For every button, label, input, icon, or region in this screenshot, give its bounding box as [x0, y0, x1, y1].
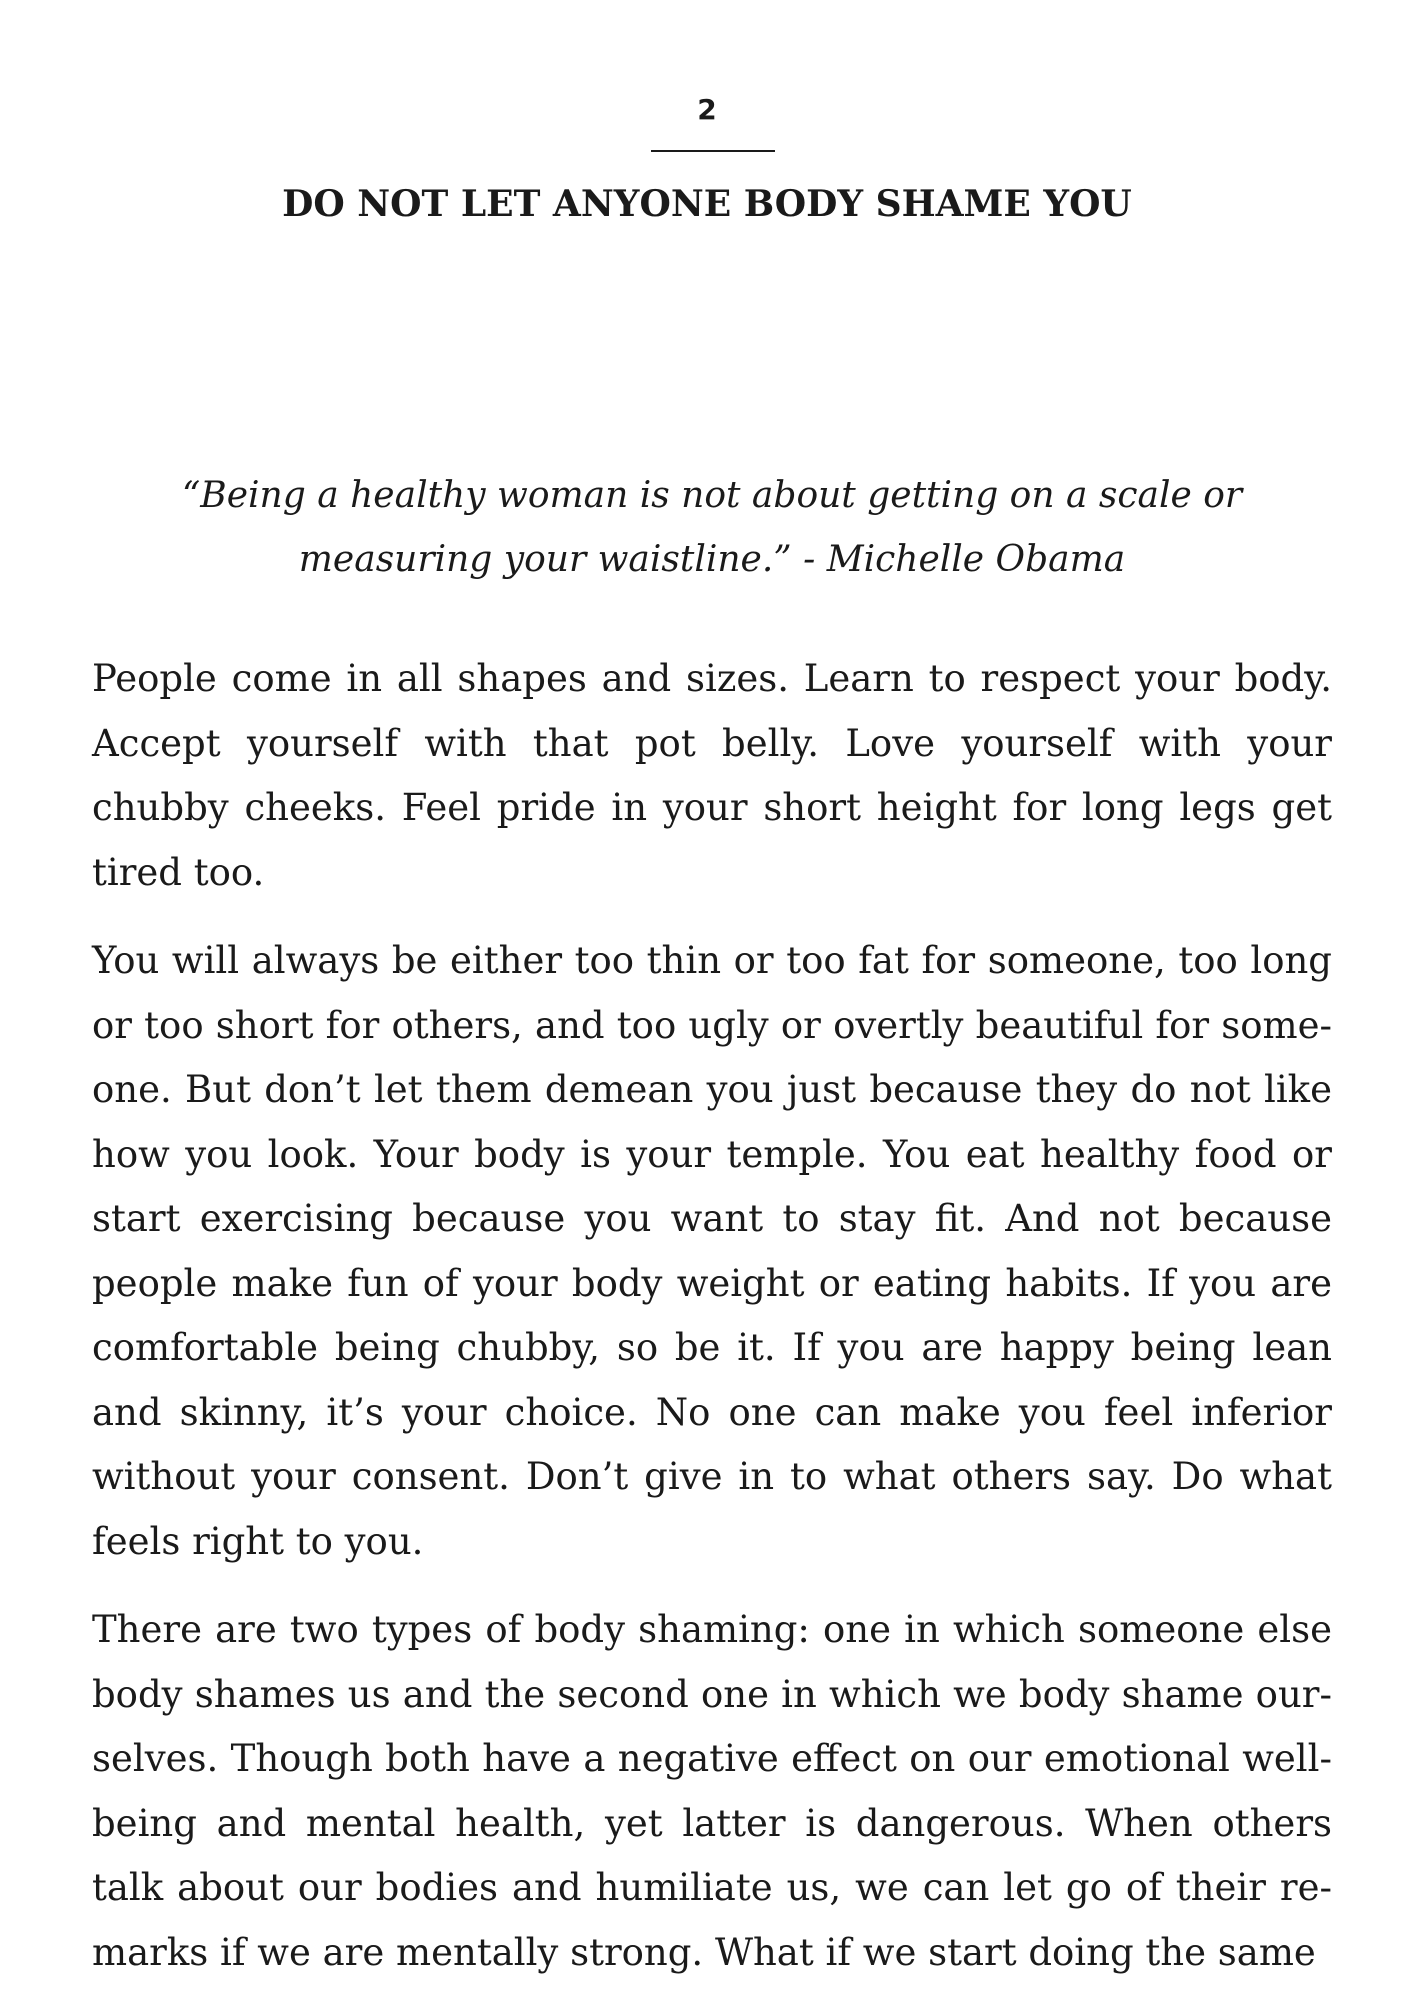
body-text	[92, 647, 1332, 2009]
chapter-divider	[651, 150, 775, 152]
paragraph: People come in all shapes and sizes. Learn to respect your body. Accept yourself with that pot belly. Love yourself with your chubby cheeks. Feel pride in your short height for long legs get tired too.	[92, 657, 1332, 894]
chapter-number: 2	[697, 93, 717, 126]
paragraph: There are two types of body shaming: one in which someone else body shames us and the second one in which we body shame ourselves. Though both have a negative effect on our emotional wellbeing and mental health, yet latter is dangerous. When others talk about our bodies and humiliate us, we can let go of their remarks if we are mentally strong. What if we start doing the same	[92, 1608, 1332, 1974]
chapter-title: DO NOT LET ANYONE BODY SHAME YOU	[282, 183, 1132, 225]
paragraph: You will always be either too thin or too fat for someone, too long or too short for others, and too ugly or overtly beautiful for someone. But don’t let them demean you just because they do not like how you look. Your body is your temple. You eat healthy food or start exercising because you want to stay fit. And not because people make fun of your body weight or eating habits. If you are comfortable being chubby, so be it. If you are happy being lean and skinny, it’s your choice. No one can make you feel inferior without your consent. Don’t give in to what others say. Do what feels right to you.	[92, 939, 1332, 1563]
epigraph-quote: “Being a healthy woman is not about getting on a scale or measuring your waistline.” - Michelle Obama	[181, 475, 1243, 580]
